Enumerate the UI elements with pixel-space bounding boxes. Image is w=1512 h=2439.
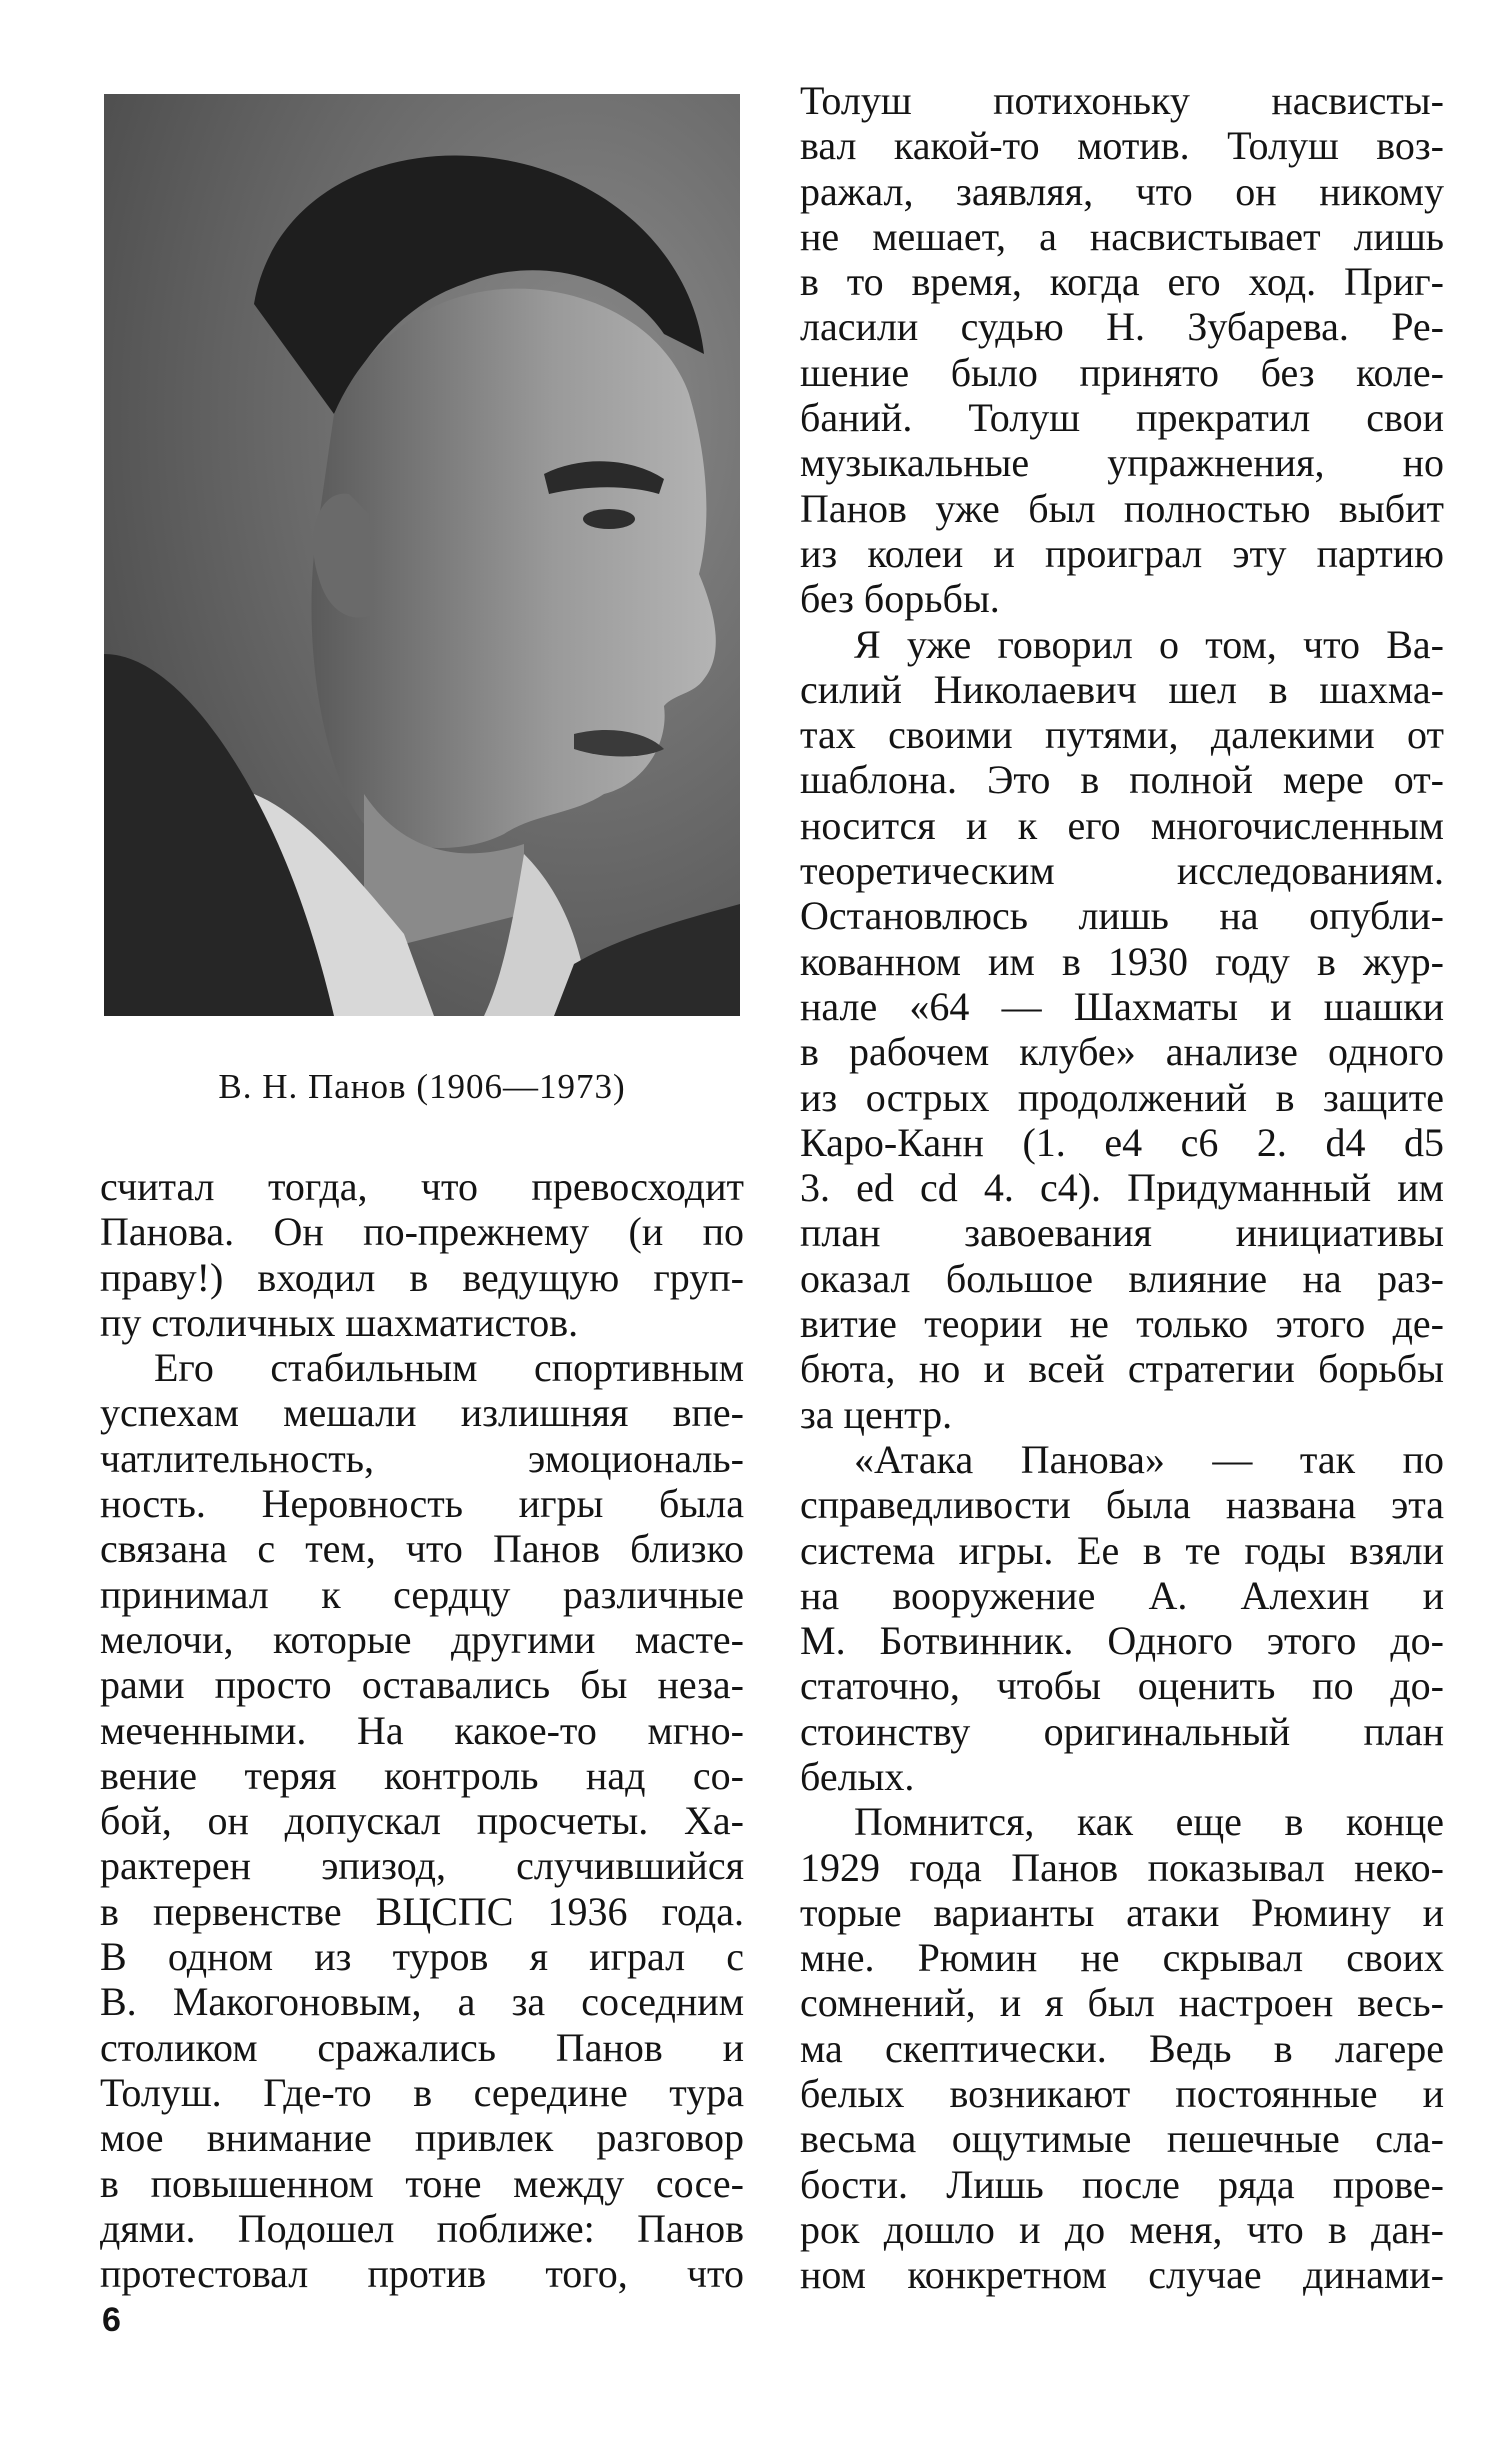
text-line: праву!) входил в ведущую груп-	[100, 1254, 744, 1300]
text-line: Толуш потихоньку насвисты-	[800, 78, 1444, 123]
text-line: шение было принято без коле-	[800, 349, 1444, 395]
text-line: меченными. На какое-то мгно-	[100, 1707, 744, 1753]
text-line: бюта, но и всей стратегии борьбы	[800, 1346, 1444, 1392]
text-line: витие теории не только этого де-	[800, 1301, 1444, 1347]
text-line: считал тогда, что превосходит	[100, 1164, 744, 1209]
text-line: стоинству оригинальный план	[800, 1708, 1444, 1754]
text-line: система игры. Ее в те годы взяли	[800, 1527, 1444, 1573]
text-line: Остановлюсь лишь на опубли-	[800, 893, 1444, 939]
text-line: вение теряя контроль над со-	[100, 1752, 744, 1798]
text-line: ласили судью Н. Зубарева. Ре-	[800, 304, 1444, 350]
text-line: мелочи, которые другими масте-	[100, 1616, 744, 1662]
text-line: мне. Рюмин не скрывал своих	[800, 1935, 1444, 1981]
text-line: ражал, заявляя, что он никому	[800, 168, 1444, 214]
text-line: Толуш. Где-то в середине тура	[100, 2069, 744, 2115]
text-line: ма скептически. Ведь в лагере	[800, 2025, 1444, 2071]
text-line: без борьбы.	[800, 576, 1000, 622]
text-line: чатлительность, эмоциональ-	[100, 1435, 744, 1481]
page-number: 6	[102, 2301, 121, 2339]
text-line: принимал к сердцу различные	[100, 1571, 744, 1617]
text-line: за центр.	[800, 1391, 953, 1437]
right-text-column	[800, 78, 1444, 2298]
text-line: Я уже говорил о том, что Ва-	[854, 621, 1444, 667]
text-line: в рабочем клубе» анализе одного	[800, 1029, 1444, 1075]
text-line: Каро-Канн (1. е4 с6 2. d4 d5	[800, 1119, 1444, 1165]
text-line: белых.	[800, 1753, 915, 1799]
text-line: Панов уже был полностью выбит	[800, 485, 1444, 531]
text-line: 3. ed cd 4. с4). Придуманный им	[800, 1165, 1444, 1211]
text-line: не мешает, а насвистывает лишь	[800, 213, 1444, 259]
text-line: Помнится, как еще в конце	[854, 1799, 1444, 1845]
text-line: шаблона. Это в полной мере от-	[800, 757, 1444, 803]
text-line: оказал большое влияние на раз-	[800, 1255, 1444, 1301]
text-line: весьма ощутимые пешечные сла-	[800, 2116, 1444, 2162]
text-line: статочно, чтобы оценить по до-	[800, 1663, 1444, 1709]
text-line: рок дошло и до меня, что в дан-	[800, 2206, 1444, 2252]
text-line: музыкальные упражнения, но	[800, 440, 1444, 486]
text-line: кованном им в 1930 году в жур-	[800, 938, 1444, 984]
text-line: бой, он допускал просчеты. Ха-	[100, 1798, 744, 1844]
text-line: рактерен эпизод, случившийся	[100, 1843, 744, 1889]
text-line: в то время, когда его ход. Приг-	[800, 259, 1444, 305]
text-line: белых возникают постоянные и	[800, 2071, 1444, 2117]
text-line: план завоевания инициативы	[800, 1210, 1444, 1256]
text-line: в повышенном тоне между сосе-	[100, 2160, 744, 2206]
text-line: теоретическим исследованиям.	[800, 848, 1444, 894]
text-line: протестовал против того, что	[100, 2251, 744, 2297]
text-line: Его стабильным спортивным	[154, 1345, 744, 1391]
text-line: из острых продолжений в защите	[800, 1074, 1444, 1120]
text-line: связана с тем, что Панов близко	[100, 1526, 744, 1572]
text-line: нале «64 — Шахматы и шашки	[800, 983, 1444, 1029]
text-line: на вооружение А. Алехин и	[800, 1572, 1444, 1618]
text-line: торые варианты атаки Рюмину и	[800, 1889, 1444, 1935]
text-line: тах своими путями, далекими от	[800, 712, 1444, 758]
text-line: сомнений, и я был настроен весь-	[800, 1980, 1444, 2026]
text-line: 1929 года Панов показывал неко-	[800, 1844, 1444, 1890]
text-line: В одном из туров я играл с	[100, 1934, 744, 1980]
text-line: М. Ботвинник. Одного этого до-	[800, 1618, 1444, 1664]
text-line: бости. Лишь после ряда прове-	[800, 2161, 1444, 2207]
text-line: ном конкретном случае динами-	[800, 2252, 1444, 2298]
text-line: мое внимание привлек разговор	[100, 2115, 744, 2161]
text-line: успехам мешали излишняя впе-	[100, 1390, 744, 1436]
text-line: В. Макогоновым, а за соседним	[100, 1979, 744, 2025]
text-line: в первенстве ВЦСПС 1936 года.	[100, 1888, 744, 1934]
text-line: пу столичных шахматистов.	[100, 1299, 579, 1345]
text-line: носится и к его многочисленным	[800, 802, 1444, 848]
photo-caption: В. Н. Панов (1906—1973)	[218, 1067, 626, 1106]
text-line: из колеи и проиграл эту партию	[800, 530, 1444, 576]
text-line: силий Николаевич шел в шахма-	[800, 666, 1444, 712]
text-line: Панова. Он по-прежнему (и по	[100, 1209, 744, 1255]
text-line: «Атака Панова» — так по	[854, 1436, 1444, 1482]
left-text-column	[100, 1164, 744, 2296]
text-line: справедливости была названа эта	[800, 1482, 1444, 1528]
text-line: столиком сражались Панов и	[100, 2024, 744, 2070]
text-line: дями. Подошел поближе: Панов	[100, 2205, 744, 2251]
text-line: рами просто оставались бы неза-	[100, 1662, 744, 1708]
text-line: вал какой-то мотив. Толуш воз-	[800, 123, 1444, 169]
text-line: баний. Толуш прекратил свои	[800, 395, 1444, 441]
portrait-illustration	[104, 94, 740, 1016]
text-line: ность. Неровность игры была	[100, 1481, 744, 1527]
portrait-photo	[104, 94, 740, 1016]
